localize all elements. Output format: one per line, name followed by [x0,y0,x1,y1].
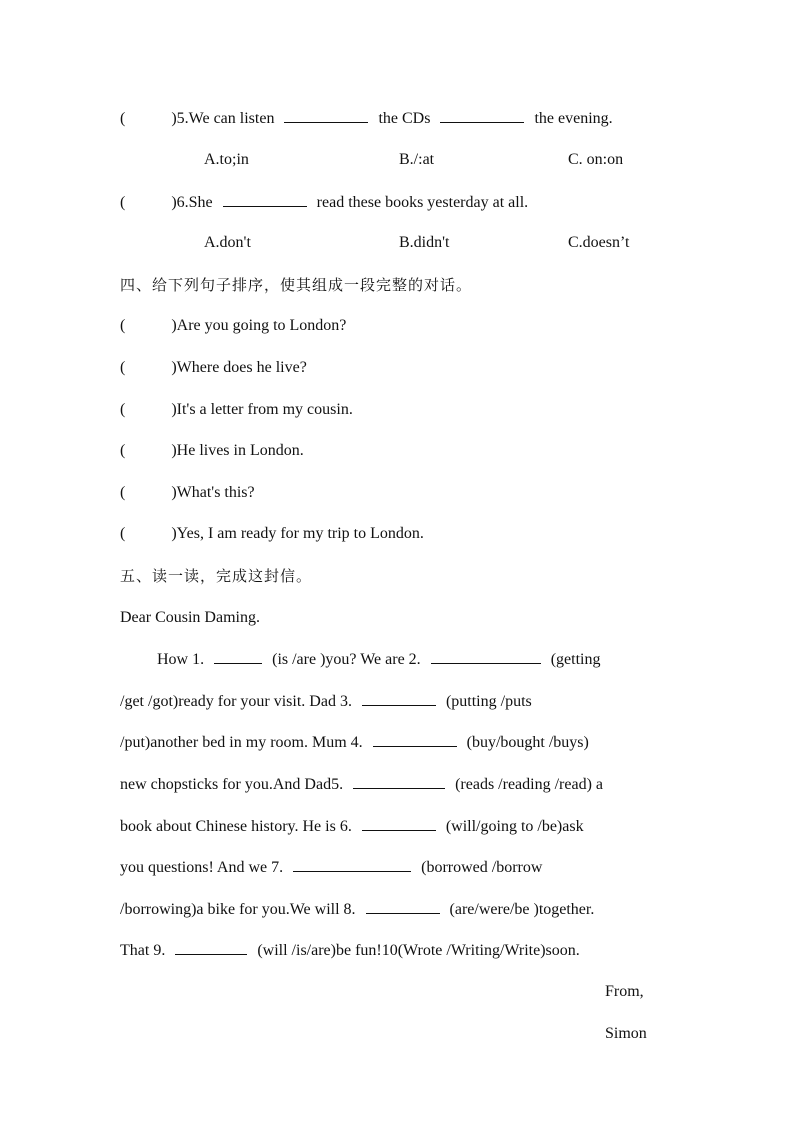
letter-blank-5[interactable] [353,774,445,789]
letter-line-7 [120,899,594,920]
answer-paren-open: ( [120,194,126,211]
q5-option-a: A.to;in [204,151,249,168]
question-5 [120,108,613,129]
letter-text: (will/going to /be)ask [445,818,584,835]
letter-text: /put)another bed in my room. Mum 4. [120,734,363,751]
letter-blank-1[interactable] [214,649,262,664]
letter-text: /get /got)ready for your visit. Dad 3. [120,693,352,710]
order-item-text: )Are you going to London? [171,317,347,334]
order-item-text: )Yes, I am ready for my trip to London. [171,525,424,542]
order-item-1 [120,316,346,336]
letter-text: book about Chinese history. He is 6. [120,818,352,835]
q5-text-b: the CDs [378,110,431,127]
letter-blank-4[interactable] [373,732,457,747]
q5-text-c: the evening. [534,110,613,127]
answer-paren-open: ( [120,110,126,127]
order-item-2 [120,358,307,378]
letter-line-1 [157,649,600,670]
q5-option-b: B./:at [399,151,435,168]
answer-paren-open: ( [120,359,126,376]
letter-text: you questions! And we 7. [120,859,284,876]
letter-salutation: Dear Cousin Daming. [120,609,260,626]
order-item-5 [120,483,255,503]
letter-text: How 1. [157,651,205,668]
section-4-heading: 四、给下列句子排序，使其组成一段完整的对话。 [120,276,473,294]
answer-paren-open: ( [120,525,126,542]
question-6 [120,192,528,213]
letter-blank-6[interactable] [362,816,436,831]
letter-text: (getting [550,651,601,668]
letter-text: new chopsticks for you.And Dad5. [120,776,344,793]
letter-text: That 9. [120,942,166,959]
q6-option-a: A.don't [204,234,251,251]
order-item-text: )It's a letter from my cousin. [171,401,353,418]
letter-line-5 [120,816,584,837]
q6-blank-1[interactable] [223,192,307,207]
q6-text-b: read these books yesterday at all. [316,194,529,211]
order-item-4 [120,441,304,461]
order-item-text: )Where does he live? [171,359,307,376]
letter-signature: Simon [605,1025,647,1042]
letter-text: (borrowed /borrow [421,859,543,876]
q5-option-c: C. on:on [568,151,624,168]
letter-text: (is /are )you? We are 2. [272,651,421,668]
letter-blank-3[interactable] [362,691,436,706]
letter-text: (are/were/be )together. [449,901,595,918]
q6-option-c: C.doesn’t [568,234,630,251]
answer-paren-open: ( [120,484,126,501]
answer-paren-open: ( [120,401,126,418]
letter-line-4 [120,774,603,795]
answer-paren-open: ( [120,442,126,459]
answer-paren-open: ( [120,317,126,334]
letter-blank-7[interactable] [293,857,411,872]
letter-text: (reads /reading /read) a [455,776,603,793]
letter-blank-9[interactable] [175,940,247,955]
section-5-heading: 五、读一读，完成这封信。 [120,567,313,585]
order-item-text: )He lives in London. [171,442,304,459]
letter-text: (buy/bought /buys) [466,734,589,751]
order-item-text: )What's this? [171,484,255,501]
letter-line-8 [120,940,580,961]
order-item-6 [120,524,424,544]
q5-blank-2[interactable] [440,108,524,123]
q5-text-a: )5.We can listen [171,110,275,127]
letter-line-2 [120,691,532,712]
q6-option-b: B.didn't [399,234,450,251]
letter-text: (putting /puts [445,693,532,710]
letter-line-6 [120,857,542,878]
letter-line-3 [120,732,589,753]
q6-text-a: )6.She [171,194,213,211]
letter-closing: From, [605,983,644,1000]
letter-text: (will /is/are)be fun!10(Wrote /Writing/Write)soon. [257,942,580,959]
order-item-3 [120,400,353,420]
q5-blank-1[interactable] [284,108,368,123]
letter-blank-2[interactable] [431,649,541,664]
letter-text: /borrowing)a bike for you.We will 8. [120,901,356,918]
letter-blank-8[interactable] [366,899,440,914]
